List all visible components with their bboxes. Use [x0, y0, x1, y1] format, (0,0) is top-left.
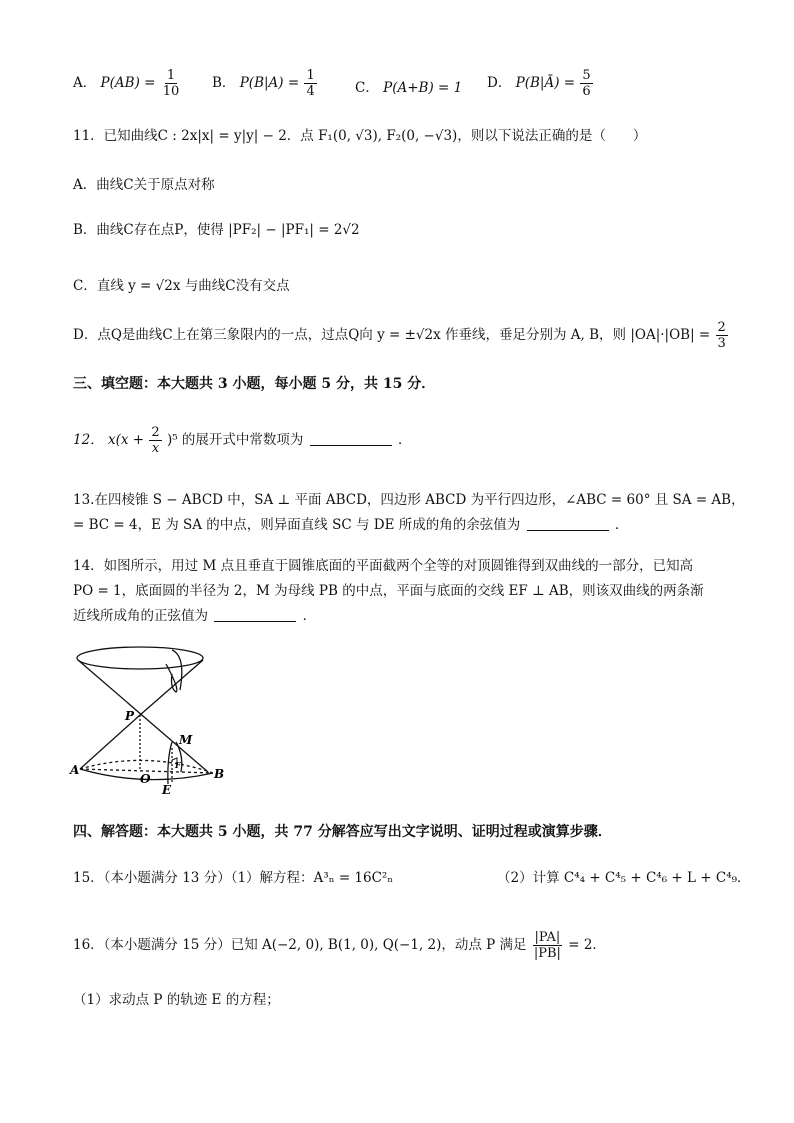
- option-label: A．: [73, 75, 97, 91]
- q11-option-b: B．曲线C存在点P，使得 |PF₂| − |PF₁| = 2√2: [73, 222, 360, 238]
- q10-option-a: [73, 68, 182, 99]
- option-expression: P(A+B) = 1: [383, 80, 463, 96]
- fraction: [716, 320, 728, 351]
- option-expression: P(B|Ā) =: [515, 75, 576, 91]
- denominator: x: [151, 441, 160, 456]
- numerator: 2: [717, 320, 726, 335]
- denominator: 6: [582, 84, 591, 99]
- q10-option-d: [487, 68, 594, 99]
- q16-stem: [73, 930, 606, 961]
- lower-cone-left-edge: [80, 715, 140, 769]
- q14-line-1: 14．如图所示，用过 M 点且垂直于圆锥底面的平面截两个全等的对顶圆锥得到双曲线的一部分，已知高: [73, 558, 694, 574]
- top-cone-left-edge: [78, 660, 208, 772]
- label-p: P: [125, 709, 135, 723]
- label-f: F: [175, 760, 181, 770]
- q16-text: 16．（本小题满分 15 分）已知 A(−2, 0), B(1, 0), Q(−1, 2)，动点 P 满足: [73, 937, 527, 953]
- answer-blank: [214, 607, 296, 622]
- q12-period: ．: [398, 432, 412, 448]
- q15-part-1: 15．（本小题满分 13 分）（1）解方程：A³ₙ = 16C²ₙ: [73, 870, 394, 886]
- label-a: A: [70, 763, 80, 777]
- double-cone-figure: [68, 640, 233, 800]
- fraction: [304, 68, 316, 99]
- fraction: [161, 68, 182, 99]
- option-text: D．点Q是曲线C上在第三象限内的一点，过点Q向 y = ±√2x 作垂线，垂足分别为 A, B，则 |OA|·|OB| =: [73, 327, 711, 343]
- q12-expression-start: 12． x(x +: [73, 432, 145, 448]
- q12: [73, 425, 412, 456]
- q16-part-1: （1）求动点 P 的轨迹 E 的方程；: [73, 992, 280, 1008]
- option-label: C．: [355, 80, 379, 96]
- section-3-heading: 三、填空题：本大题共 3 小题，每小题 5 分，共 15 分．: [73, 376, 436, 392]
- top-base-ellipse: [77, 647, 203, 669]
- denominator: 10: [162, 84, 180, 99]
- label-e: E: [162, 783, 172, 797]
- option-expression: P(AB) =: [100, 75, 156, 91]
- q13-line-1: 13.在四棱锥 S − ABCD 中，SA ⊥ 平面 ABCD，四边形 ABCD 为平行四边形，∠ABC = 60° 且 SA = AB，: [73, 492, 745, 508]
- denominator: 4: [306, 84, 315, 99]
- fraction: [580, 68, 592, 99]
- numerator: 5: [582, 68, 591, 83]
- q14-line-2: PO = 1，底面圆的半径为 2，M 为母线 PB 的中点，平面与底面的交线 EF ⊥ AB，则该双曲线的两条渐: [73, 583, 704, 599]
- section-4-heading: 四、解答题：本大题共 5 小题，共 77 分解答应写出文字说明、证明过程或演算步骤．: [73, 824, 612, 840]
- label-m: M: [179, 733, 193, 747]
- answer-blank: [310, 431, 392, 446]
- numerator: 1: [306, 68, 315, 83]
- q10-option-b: [212, 68, 318, 99]
- answer-blank: [527, 516, 609, 531]
- numerator: 2: [151, 425, 160, 440]
- q14-line-3: [73, 606, 316, 626]
- q11-option-a: A．曲线C关于原点对称: [73, 177, 215, 193]
- q11-option-c: C．直线 y = √2x 与曲线C没有交点: [73, 278, 290, 294]
- option-label: B．: [212, 75, 236, 91]
- q13-line-2: [73, 515, 628, 535]
- fraction: [149, 425, 161, 456]
- q10-option-c: [355, 76, 462, 96]
- q13-text: = BC = 4，E 为 SA 的中点，则异面直线 SC 与 DE 所成的角的余弦值为: [73, 517, 521, 533]
- q11-option-d: [73, 320, 729, 351]
- denominator: |PB|: [533, 946, 561, 961]
- q13-period: ．: [614, 517, 629, 533]
- numerator: 1: [166, 68, 176, 83]
- q16-equals: = 2．: [568, 937, 606, 953]
- fraction: [532, 930, 563, 961]
- numerator: |PA|: [534, 930, 561, 945]
- q12-expression-end: )⁵ 的展开式中常数项为: [166, 432, 304, 448]
- option-label: D．: [487, 75, 512, 91]
- denominator: 3: [717, 336, 726, 351]
- q14-text: 近线所成角的正弦值为: [73, 608, 208, 624]
- q15-part-2: （2）计算 C⁴₄ + C⁴₅ + C⁴₆ + L + C⁴₉．: [497, 870, 751, 886]
- label-b: B: [214, 767, 225, 781]
- q11-stem: 11．已知曲线C : 2x|x| = y|y| − 2．点 F₁(0, √3), F₂(0, −√3)，则以下说法正确的是（ ）: [73, 128, 647, 144]
- option-expression: P(B|A) =: [239, 75, 300, 91]
- label-o: O: [140, 772, 151, 786]
- q14-period: ．: [302, 608, 317, 624]
